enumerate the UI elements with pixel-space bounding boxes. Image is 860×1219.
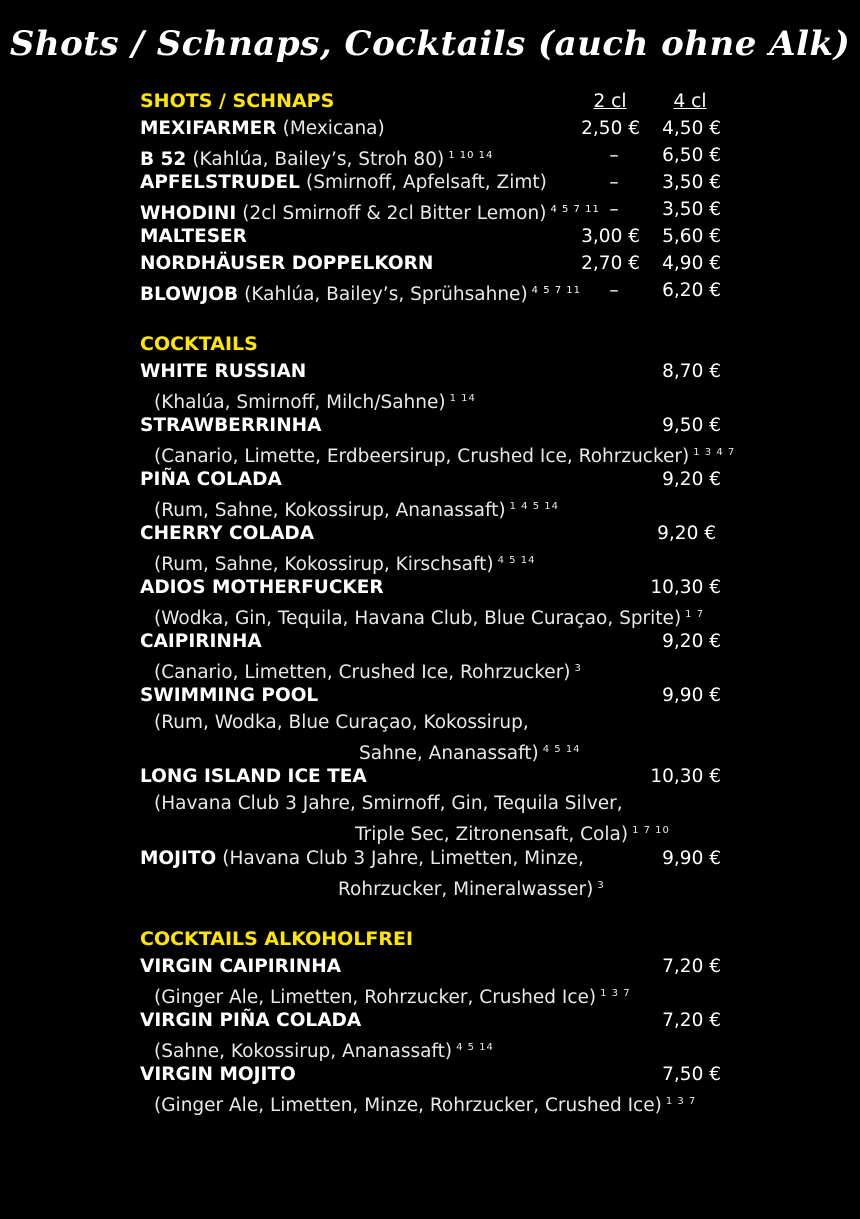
cocktail-price: 9,20 € xyxy=(662,469,721,490)
price-4cl: 6,50 € xyxy=(662,145,721,166)
price-4cl: 3,50 € xyxy=(662,199,721,220)
item-price: 9,90 € xyxy=(662,848,721,869)
item-description: (2cl Smirnoff & 2cl Bitter Lemon) xyxy=(242,203,547,224)
shot-item xyxy=(140,115,385,142)
cocktail-name: STRAWBERRINHA xyxy=(140,415,322,436)
price-4cl: 3,50 € xyxy=(662,172,721,193)
cocktail-price: 8,70 € xyxy=(662,361,721,382)
cocktail-price: 9,20 € xyxy=(662,631,721,652)
virgin-cocktail-description xyxy=(154,1034,494,1061)
description-text: (Sahne, Kokossirup, Ananassaft) xyxy=(154,1041,453,1062)
item-description-line2: Rohrzucker, Mineralwasser) xyxy=(338,879,594,900)
price-4cl: 4,90 € xyxy=(662,253,721,274)
allergen-footnote: 4 5 7 11 xyxy=(550,204,600,215)
cocktail-price: 9,90 € xyxy=(662,685,721,706)
allergen-footnote: 1 14 xyxy=(449,393,476,404)
shot-item xyxy=(140,142,493,169)
item-name: NORDHÄUSER DOPPELKORN xyxy=(140,253,434,274)
item-name: WHODINI xyxy=(140,203,237,224)
price-2cl: 3,00 € xyxy=(581,226,640,247)
item-description: (Smirnoff, Apfelsaft, Zimt) xyxy=(305,172,547,193)
shot-item xyxy=(140,169,547,196)
page-title: Shots / Schnaps, Cocktails (auch ohne Alk) xyxy=(9,24,851,64)
price-2cl: – xyxy=(609,199,619,220)
virgin-cocktail-price: 7,20 € xyxy=(662,956,721,977)
cocktail-description-cont xyxy=(359,736,581,763)
description-text: (Wodka, Gin, Tequila, Havana Club, Blue Curaçao, Sprite) xyxy=(154,608,682,629)
item-name: MALTESER xyxy=(140,226,247,247)
virgin-cocktail-name: VIRGIN MOJITO xyxy=(140,1064,296,1085)
cocktail-name: ADIOS MOTHERFUCKER xyxy=(140,577,384,598)
cocktail-price: 10,30 € xyxy=(650,766,721,787)
allergen-footnote: 4 5 14 xyxy=(542,744,581,755)
cocktail-price: 9,50 € xyxy=(662,415,721,436)
cocktail-name: LONG ISLAND ICE TEA xyxy=(140,766,367,787)
cocktail-description xyxy=(154,385,476,412)
shots-heading: SHOTS / SCHNAPS xyxy=(140,90,335,112)
item-name: MOJITO xyxy=(140,848,217,869)
cocktail-description xyxy=(154,655,582,682)
col-2cl-header: 2 cl xyxy=(593,91,627,112)
shot-item xyxy=(140,196,600,223)
price-4cl: 4,50 € xyxy=(662,118,721,139)
description-text: (Ginger Ale, Limetten, Rohrzucker, Crushed Ice) xyxy=(154,987,597,1008)
cocktail-name: CHERRY COLADA xyxy=(140,523,315,544)
price-2cl: 2,50 € xyxy=(581,118,640,139)
description-text: (Rum, Wodka, Blue Curaçao, Kokossirup, xyxy=(154,712,529,733)
virgin-cocktail-name: VIRGIN PIÑA COLADA xyxy=(140,1010,362,1031)
price-2cl: – xyxy=(609,172,619,193)
virgin-cocktail-name: VIRGIN CAIPIRINHA xyxy=(140,956,342,977)
allergen-footnote: 1 7 10 xyxy=(632,825,670,836)
price-2cl: – xyxy=(609,280,619,301)
price-4cl: 6,20 € xyxy=(662,280,721,301)
allergen-footnote: 4 5 7 11 xyxy=(531,285,582,296)
cocktail-name: SWIMMING POOL xyxy=(140,685,319,706)
cocktail-description xyxy=(154,601,704,628)
description-text: (Rum, Sahne, Kokossirup, Kirschsaft) xyxy=(154,554,494,575)
cocktail-name: PIÑA COLADA xyxy=(140,469,282,490)
allergen-footnote: 1 7 xyxy=(685,609,705,620)
description-text: Triple Sec, Zitronensaft, Cola) xyxy=(355,824,629,845)
virgin-cocktail-price: 7,20 € xyxy=(662,1010,721,1031)
description-text: (Khalúa, Smirnoff, Milch/Sahne) xyxy=(154,392,446,413)
allergen-footnote: 1 3 7 xyxy=(600,988,631,999)
description-text: (Havana Club 3 Jahre, Smirnoff, Gin, Tequila Silver, xyxy=(154,793,623,814)
virgin-cocktail-price: 7,50 € xyxy=(662,1064,721,1085)
allergen-footnote: 1 10 14 xyxy=(448,150,494,161)
price-4cl: 5,60 € xyxy=(662,226,721,247)
cocktail-description xyxy=(154,709,529,736)
price-2cl: 2,70 € xyxy=(581,253,640,274)
item-name: MEXIFARMER xyxy=(140,118,277,139)
shot-item xyxy=(140,223,247,250)
cocktails-heading: COCKTAILS xyxy=(140,333,258,355)
cocktail-description xyxy=(154,493,559,520)
item-description: (Kahlúa, Bailey’s, Sprühsahne) xyxy=(244,284,528,305)
menu-item-mojito xyxy=(140,845,584,872)
col-4cl-header: 4 cl xyxy=(673,91,707,112)
cocktail-description xyxy=(154,439,735,466)
item-name: BLOWJOB xyxy=(140,284,239,305)
shot-item xyxy=(140,277,581,304)
item-name: APFELSTRUDEL xyxy=(140,172,300,193)
virgin-cocktail-description xyxy=(154,1088,696,1115)
allergen-footnote: 1 3 7 xyxy=(665,1096,697,1107)
item-description: (Mexicana) xyxy=(282,118,385,139)
description-text: (Canario, Limette, Erdbeersirup, Crushed Ice, Rohrzucker) xyxy=(154,446,690,467)
item-description-cont xyxy=(338,872,605,899)
description-text: (Canario, Limetten, Crushed Ice, Rohrzucker) xyxy=(154,662,571,683)
virgin-cocktail-description xyxy=(154,980,631,1007)
shot-item xyxy=(140,250,433,277)
allergen-footnote: 3 xyxy=(597,880,605,891)
alkoholfrei-heading: COCKTAILS ALKOHOLFREI xyxy=(140,928,414,950)
cocktail-description xyxy=(154,547,535,574)
cocktail-name: WHITE RUSSIAN xyxy=(140,361,307,382)
item-name: B 52 xyxy=(140,149,187,170)
price-2cl: – xyxy=(609,145,619,166)
allergen-footnote: 1 4 5 14 xyxy=(509,501,559,512)
item-description: (Kahlúa, Bailey’s, Stroh 80) xyxy=(192,149,445,170)
cocktail-price: 9,20 € xyxy=(657,523,716,544)
allergen-footnote: 4 5 14 xyxy=(456,1042,494,1053)
cocktail-description-cont xyxy=(355,817,670,844)
allergen-footnote: 1 3 4 7 xyxy=(693,447,736,458)
description-text: (Rum, Sahne, Kokossirup, Ananassaft) xyxy=(154,500,506,521)
cocktail-price: 10,30 € xyxy=(650,577,721,598)
item-description: (Havana Club 3 Jahre, Limetten, Minze, xyxy=(222,848,584,869)
cocktail-description xyxy=(154,790,623,817)
description-text: Sahne, Ananassaft) xyxy=(359,743,539,764)
allergen-footnote: 3 xyxy=(574,663,582,674)
allergen-footnote: 4 5 14 xyxy=(497,555,536,566)
cocktail-name: CAIPIRINHA xyxy=(140,631,262,652)
description-text: (Ginger Ale, Limetten, Minze, Rohrzucker, Crushed Ice) xyxy=(154,1095,662,1116)
